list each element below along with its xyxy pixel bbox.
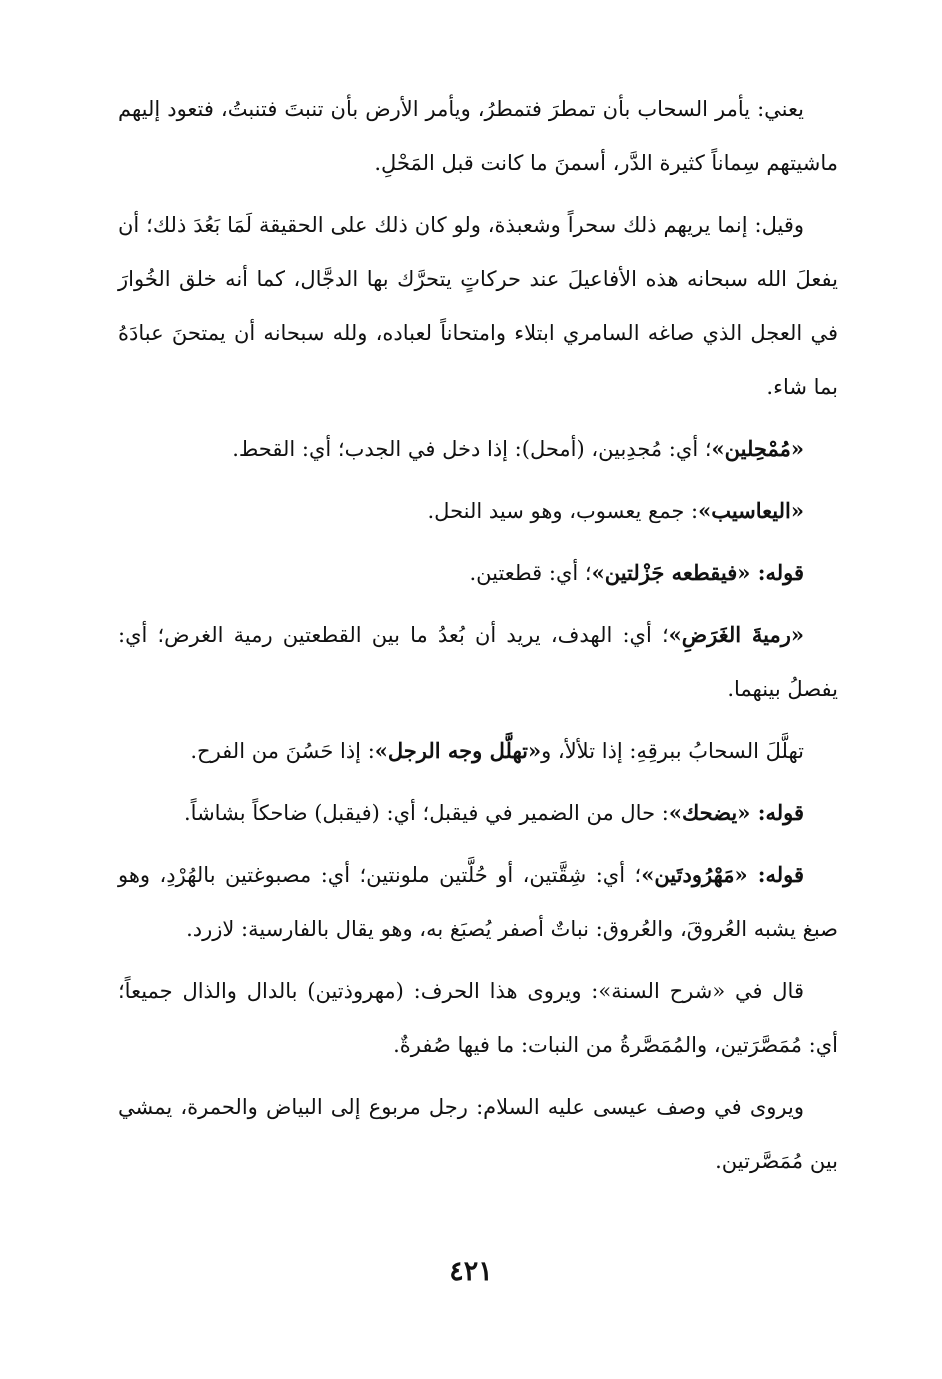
gloss-definition: ؛ أي: مُجدِبين، (أمحل): إذا دخل في الجدب؛ أي: القحط. <box>232 437 712 461</box>
gloss-term: «مُمْحِلين» <box>711 436 804 461</box>
gloss-term: «يضحك» <box>668 800 751 825</box>
text-body <box>118 82 838 1196</box>
gloss-yaasib <box>118 484 838 538</box>
page-number: ٤٢١ <box>449 1256 493 1287</box>
gloss-mahrudatayn <box>118 848 838 956</box>
gloss-tahallal <box>118 724 838 778</box>
gloss-term: «مَهْرُودتَين» <box>641 862 748 887</box>
gloss-lead: قوله: <box>750 800 804 825</box>
gloss-mumhilin <box>118 422 838 476</box>
gloss-term: «اليعاسيب» <box>698 498 804 523</box>
gloss-definition: : جمع يعسوب، وهو سيد النحل. <box>427 499 699 523</box>
gloss-definition: ؛ أي: قطعتين. <box>469 561 592 585</box>
paragraph-sharh-alsunna: قال في «شرح السنة»: ويروى هذا الحرف: (مهروذتين) بالدال والذال جميعاً؛ أي: مُمَصَّرَتين، والمُمَصَّرةُ من النبات: ما فيها صُفرةٌ. <box>118 979 838 1057</box>
gloss-definition: ؛ أي: الهدف، يريد أن بُعدُ ما بين القطعتين رمية الغرض؛ أي: يفصلُ بينهما. <box>118 623 838 701</box>
paragraph-magic-note: وقيل: إنما يريهم ذلك سحراً وشعبذة، ولو كان ذلك على الحقيقة لَمَا بَعُدَ ذلك؛ أن يفعلَ الله سبحانه هذه الأفاعيلَ عند حركاتٍ يتحرَّك بها الدجَّال، كما أنه خلق الخُوارَ في العجل الذي صاغه السامري ابتلاء وامتحاناً لعباده، ولله سبحانه أن يمتحنَ عبادَهُ بما شاء. <box>118 213 838 399</box>
gloss-definition: : حال من الضمير في فيقبل؛ أي: (فيقبل) ضاحكاً بشاشاً. <box>184 801 669 825</box>
gloss-jazlatayn <box>118 546 838 600</box>
gloss-definition: تهلَّلَ السحابُ ببرقِهِ: إذا تلألأ، و <box>541 739 804 763</box>
gloss-ramiyat-algharad <box>118 608 838 716</box>
gloss-lead: قوله: <box>750 560 804 585</box>
gloss-definition: ؛ أي: شِقَّتين، أو حُلَّتين ملونتين؛ أي: مصبوغتين بالهُرْدِ، وهو صبغ يشبه العُروقَ، والعُروق: نباتٌ أصفر يُصبَغ به، وهو يقال بالفارسية: لازرد. <box>118 863 838 941</box>
paragraph-isa-description: ويروى في وصف عيسى عليه السلام: رجل مربوع إلى البياض والحمرة، يمشي بين مُمَصَّرتين. <box>118 1095 838 1173</box>
paragraph-explanation: يعني: يأمر السحاب بأن تمطرَ فتمطرُ، ويأمر الأرض بأن تنبتَ فتنبتُ، فتعود إليهم ماشيتهم سِماناً كثيرة الدَّر، أسمنَ ما كانت قبل المَحْلِ. <box>118 97 838 175</box>
gloss-definition: : إذا حَسُنَ من الفرح. <box>190 739 375 763</box>
gloss-term: «فيقطعه جَزْلتين» <box>591 560 751 585</box>
gloss-term: «رميةَ الغَرَضِ» <box>668 622 804 647</box>
gloss-term: «تهلَّل وجه الرجل» <box>374 738 542 763</box>
gloss-lead: قوله: <box>747 862 804 887</box>
gloss-yadhak <box>118 786 838 840</box>
